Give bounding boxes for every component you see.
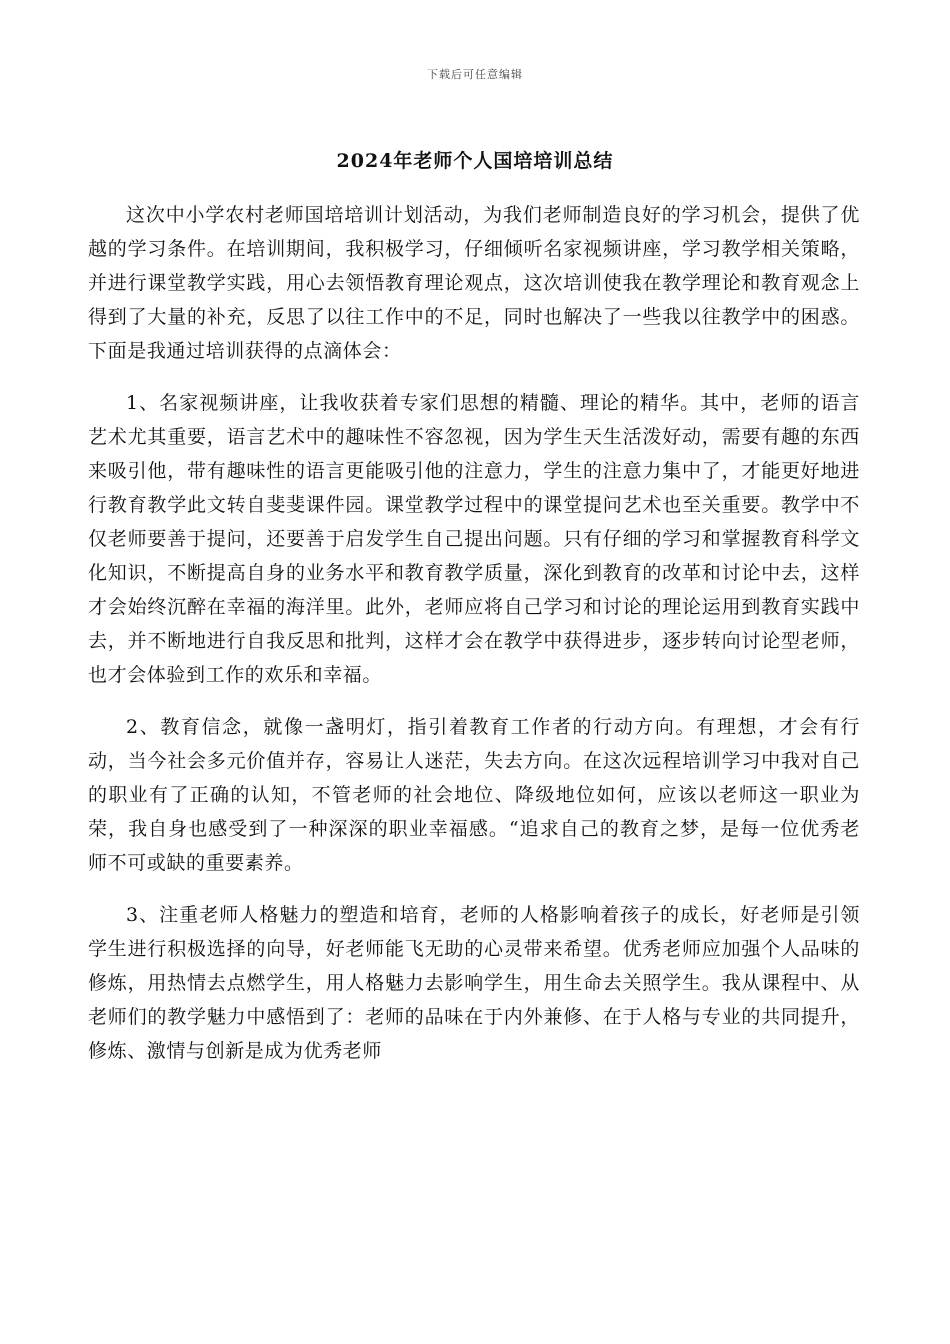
document-body <box>88 198 860 1086</box>
paragraph-point-1: 1、名家视频讲座，让我收获着专家们思想的精髓、理论的精华。其中，老师的语言艺术尤其重要，语言艺术中的趣味性不容忽视，因为学生天生活泼好动，需要有趣的东西来吸引他，带有趣味性的语言更能吸引他的注意力，学生的注意力集中了，才能更好地进行教育教学此文转自斐斐课件园。课堂教学过程中的课堂提问艺术也至关重要。教学中不仅老师要善于提问，还要善于启发学生自己提出问题。只有仔细的学习和掌握教育科学文化知识，不断提高自身的业务水平和教育教学质量，深化到教育的改革和讨论中去，这样才会始终沉醉在幸福的海洋里。此外，老师应将自己学习和讨论的理论运用到教育实践中去，并不断地进行自我反思和批判，这样才会在教学中获得进步，逐步转向讨论型老师，也才会体验到工作的欢乐和幸福。 <box>88 392 860 686</box>
paragraph-point-2: 2、教育信念，就像一盏明灯，指引着教育工作者的行动方向。有理想，才会有行动，当今社会多元价值并存，容易让人迷茫，失去方向。在这次远程培训学习中我对自己的职业有了正确的认知，不管老师的社会地位、降级地位如何，应该以老师这一职业为荣，我自身也感受到了一种深深的职业幸福感。“追求自己的教育之梦，是每一位优秀老师不可或缺的重要素养。 <box>88 716 860 874</box>
header-note: 下载后可任意编辑 <box>427 68 523 81</box>
paragraph-intro: 这次中小学农村老师国培培训计划活动，为我们老师制造良好的学习机会，提供了优越的学习条件。在培训期间，我积极学习，仔细倾听名家视频讲座，学习教学相关策略，并进行课堂教学实践，用心去领悟教育理论观点，这次培训使我在教学理论和教育观念上得到了大量的补充，反思了以往工作中的不足，同时也解决了一些我以往教学中的困惑。下面是我通过培训获得的点滴体会： <box>88 204 860 362</box>
paragraph-point-3: 3、注重老师人格魅力的塑造和培育，老师的人格影响着孩子的成长，好老师是引领学生进行积极选择的向导，好老师能飞无助的心灵带来希望。优秀老师应加强个人品味的修炼，用热情去点燃学生，用人格魅力去影响学生，用生命去关照学生。我从课程中、从老师们的教学魅力中感悟到了：老师的品味在于内外兼修、在于人格与专业的共同提升，修炼、激情与创新是成为优秀老师 <box>88 904 860 1062</box>
document-title: 2024年老师个人国培培训总结 <box>336 150 614 172</box>
